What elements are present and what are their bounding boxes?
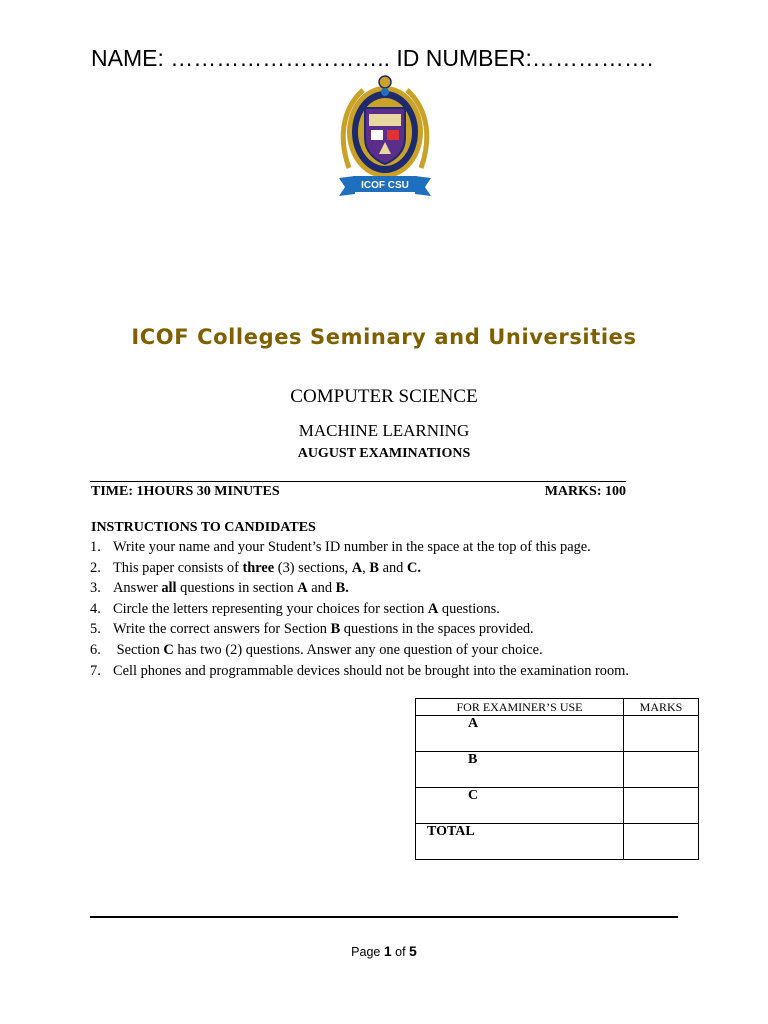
instruction-text: Write your name and your Student’s ID number in the space at the top of this page. <box>113 539 591 555</box>
instruction-text: questions. <box>438 600 500 617</box>
instruction-number: 4. <box>90 600 101 617</box>
course-title: MACHINE LEARNING <box>298 421 470 440</box>
id-number-label: ID NUMBER: <box>396 45 532 71</box>
id-number-field[interactable]: ……………. <box>531 45 654 71</box>
name-field[interactable]: ……………………….. <box>170 45 391 71</box>
of-word: of <box>391 945 410 959</box>
instruction-text: and <box>378 559 407 576</box>
page-number <box>0 943 768 959</box>
instruction-item <box>90 599 629 620</box>
instruction-bold: A <box>297 580 308 597</box>
instruction-bold: B. <box>335 580 349 597</box>
instruction-text: questions in section <box>176 580 298 597</box>
exam-marks: MARKS: 100 <box>544 484 626 499</box>
instruction-bold: A <box>351 559 363 576</box>
exam-time: TIME: 1HOURS 30 MINUTES <box>91 484 280 499</box>
college-crest-logo <box>335 70 435 200</box>
instruction-bold: A <box>427 600 439 617</box>
instruction-text: Answer <box>113 580 162 597</box>
instruction-item <box>90 619 629 640</box>
instruction-number: 6. <box>90 641 101 658</box>
total-marks-cell[interactable] <box>624 824 699 860</box>
instruction-number: 5. <box>90 621 101 638</box>
name-id-line <box>91 45 653 72</box>
instruction-number: 7. <box>90 662 101 679</box>
marks-cell[interactable] <box>624 716 699 752</box>
footer-divider <box>90 916 678 918</box>
instruction-text: has two (2) questions. Answer any one question of your choice. <box>173 641 543 658</box>
instruction-text: Cell phones and programmable devices should not be brought into the examination room. <box>113 662 629 679</box>
instruction-item <box>90 537 629 558</box>
table-row <box>416 824 699 860</box>
instruction-bold: three <box>242 559 275 576</box>
instructions-heading: INSTRUCTIONS TO CANDIDATES <box>91 520 316 535</box>
instruction-text: and <box>307 580 336 597</box>
instruction-text: This paper consists of <box>113 559 243 576</box>
college-name: ICOF Colleges Seminary and Universities <box>131 325 637 349</box>
section-label: C <box>416 788 624 824</box>
table-row <box>416 788 699 824</box>
table-row <box>416 716 699 752</box>
instruction-item <box>90 578 629 599</box>
instruction-item <box>90 558 629 579</box>
name-label: NAME: <box>91 45 164 71</box>
instruction-number: 2. <box>90 559 101 576</box>
current-page: 1 <box>383 943 392 959</box>
instruction-bold: C. <box>406 559 421 576</box>
instruction-bold: C <box>163 641 174 658</box>
crest-banner-text: ICOF CSU <box>361 180 409 191</box>
marks-cell[interactable] <box>624 788 699 824</box>
marks-cell[interactable] <box>624 752 699 788</box>
instruction-number: 1. <box>90 539 101 555</box>
instruction-text: Write the correct answers for Section <box>113 621 331 638</box>
instruction-text: questions in the spaces provided. <box>340 621 534 638</box>
total-label: TOTAL <box>416 824 624 860</box>
table-row <box>416 752 699 788</box>
header-divider <box>90 481 626 482</box>
page-word: Page <box>351 945 384 959</box>
instruction-bold: B <box>369 559 379 576</box>
instruction-item <box>90 661 629 682</box>
section-label: B <box>416 752 624 788</box>
total-pages: 5 <box>409 943 417 959</box>
instruction-number: 3. <box>90 580 101 597</box>
instruction-text: Circle the letters representing your choices for section <box>113 600 428 617</box>
instruction-item <box>90 640 629 661</box>
instruction-text: , <box>362 559 370 576</box>
subject-title: COMPUTER SCIENCE <box>290 386 478 407</box>
exam-title: AUGUST EXAMINATIONS <box>297 446 471 461</box>
instruction-bold: B <box>330 621 341 638</box>
instruction-text: (3) sections, <box>274 559 352 576</box>
instructions-list <box>90 537 629 681</box>
examiner-use-header: FOR EXAMINER’S USE <box>416 699 624 716</box>
instruction-text: Section <box>113 641 164 658</box>
marks-header: MARKS <box>624 699 699 716</box>
examiner-marks-table <box>415 698 699 860</box>
table-header-row <box>416 699 699 716</box>
instruction-bold: all <box>161 580 177 597</box>
section-label: A <box>416 716 624 752</box>
